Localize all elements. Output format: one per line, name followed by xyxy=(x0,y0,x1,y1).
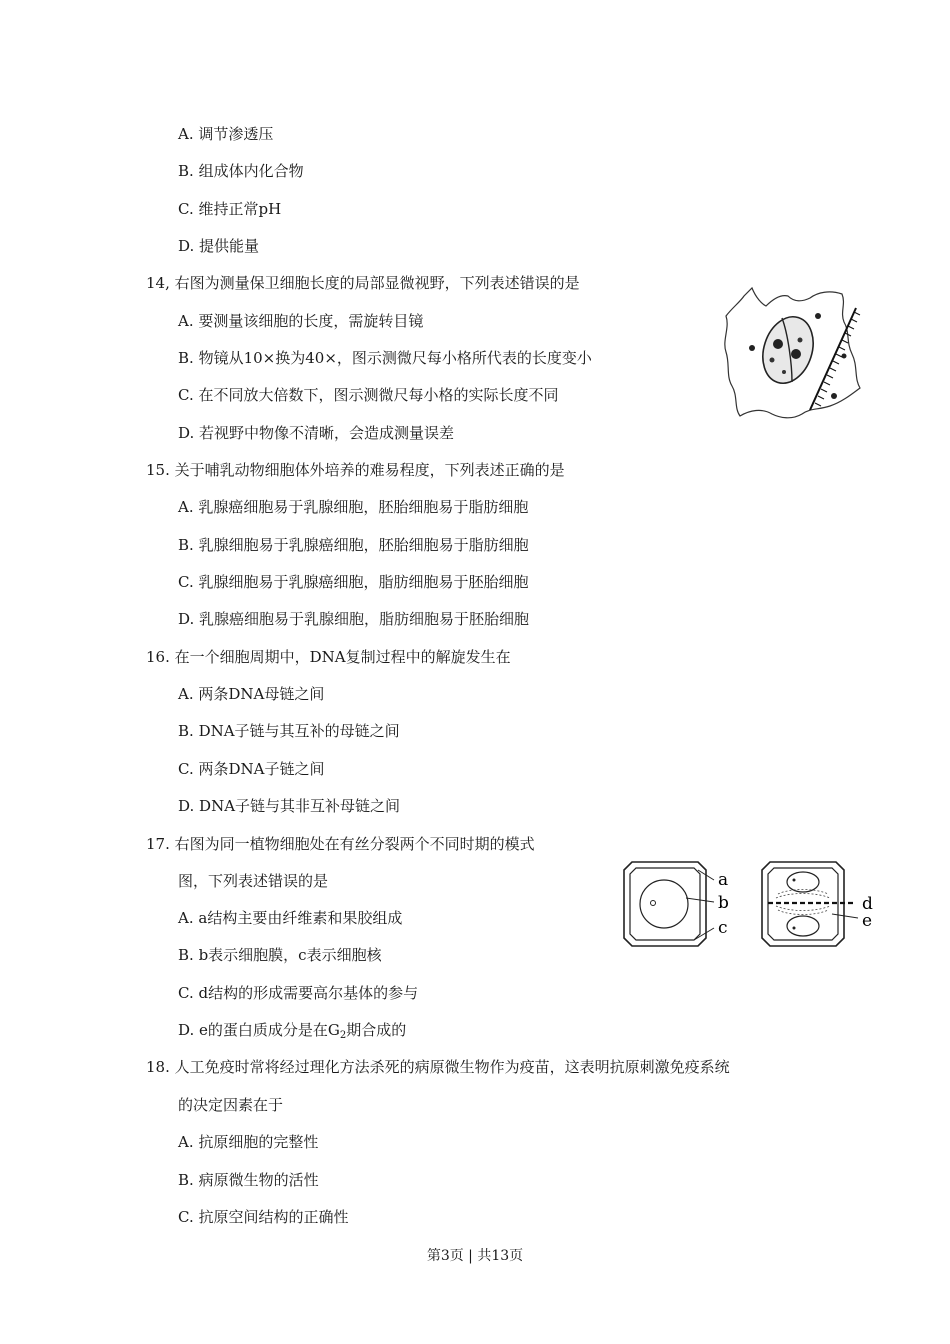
question-14-stem: 14, 右图为测量保卫细胞长度的局部显微视野，下列表述错误的是 xyxy=(146,274,580,292)
leader-line-c xyxy=(694,928,714,940)
q17-option-c: C. d结构的形成需要高尔基体的参与 xyxy=(178,984,419,1002)
q18-option-b: B. 病原微生物的活性 xyxy=(178,1171,319,1189)
nucleolus xyxy=(651,901,656,906)
cell-interphase xyxy=(624,862,729,946)
q16-option-d: D. DNA子链与其非互补母链之间 xyxy=(178,797,401,815)
chloroplast xyxy=(770,358,775,363)
chloroplast xyxy=(798,338,803,343)
guard-cell-pair xyxy=(755,310,822,390)
q14-option-a: A. 要测量该细胞的长度，需旋转目镜 xyxy=(178,312,424,330)
question-15-stem: 15. 关于哺乳动物细胞体外培养的难易程度，下列表述正确的是 xyxy=(146,461,565,479)
q17-option-d: D. e的蛋白质成分是在$G_2$期合成的 xyxy=(178,1021,407,1041)
label-d: d xyxy=(862,894,873,914)
q15-option-b: B. 乳腺细胞易于乳腺癌细胞，胚胎细胞易于脂肪细胞 xyxy=(178,536,529,554)
daughter-nucleus-bottom xyxy=(787,916,819,936)
nucleolus xyxy=(793,879,796,882)
page-footer: 第3页 | 共13页 xyxy=(426,1248,524,1264)
nucleus xyxy=(640,880,688,928)
guard-cell-micrometer-figure xyxy=(722,284,864,424)
q16-option-b: B. DNA子链与其互补的母链之间 xyxy=(178,722,400,740)
particle xyxy=(815,313,821,319)
label-c: c xyxy=(718,918,728,938)
q15-option-a: A. 乳腺癌细胞易于乳腺细胞，胚胎细胞易于脂肪细胞 xyxy=(178,498,529,516)
q14-option-b: B. 物镜从10×换为40×，图示测微尺每小格所代表的长度变小 xyxy=(178,349,592,367)
mitosis-cells-figure xyxy=(618,858,880,954)
q16-option-c: C. 两条DNA子链之间 xyxy=(178,760,325,778)
q17-option-a: A. a结构主要由纤维素和果胶组成 xyxy=(178,909,403,927)
option-a: A. 调节渗透压 xyxy=(178,125,274,143)
question-17-stem: 17. 右图为同一植物细胞处在有丝分裂两个不同时期的模式 xyxy=(146,835,535,853)
nucleus-right xyxy=(791,349,801,359)
question-18-stem-continued: 的决定因素在于 xyxy=(178,1096,284,1114)
question-17-stem-continued: 图，下列表述错误的是 xyxy=(178,872,329,890)
q15-option-c: C. 乳腺细胞易于乳腺癌细胞，脂肪细胞易于胚胎细胞 xyxy=(178,573,529,591)
cell-wall-outer xyxy=(624,862,706,946)
label-e: e xyxy=(862,911,873,931)
question-18-stem: 18. 人工免疫时常将经过理化方法杀死的病原微生物作为疫苗，这表明抗原刺激免疫系统 xyxy=(146,1058,730,1076)
option-b: B. 组成体内化合物 xyxy=(178,162,304,180)
leader-line-e xyxy=(832,914,858,918)
daughter-nucleus-top xyxy=(787,872,819,892)
particle xyxy=(842,354,847,359)
label-a: a xyxy=(718,870,729,890)
cell-telophase xyxy=(762,862,873,946)
option-c: C. 维持正常pH xyxy=(178,200,282,218)
particle xyxy=(749,345,755,351)
q17-option-b: B. b表示细胞膜，c表示细胞核 xyxy=(178,946,382,964)
option-d: D. 提供能量 xyxy=(178,237,260,255)
particle xyxy=(831,393,837,399)
nucleus-left xyxy=(773,339,783,349)
q14-option-d: D. 若视野中物像不清晰，会造成测量误差 xyxy=(178,424,455,442)
nucleolus xyxy=(793,927,796,930)
q14-option-c: C. 在不同放大倍数下，图示测微尺每小格的实际长度不同 xyxy=(178,386,559,404)
label-b: b xyxy=(718,893,729,913)
q18-option-c: C. 抗原空间结构的正确性 xyxy=(178,1208,349,1226)
q18-option-a: A. 抗原细胞的完整性 xyxy=(178,1133,319,1151)
chloroplast xyxy=(782,370,786,374)
question-16-stem: 16. 在一个细胞周期中，DNA复制过程中的解旋发生在 xyxy=(146,648,511,666)
q15-option-d: D. 乳腺癌细胞易于乳腺细胞，脂肪细胞易于胚胎细胞 xyxy=(178,610,530,628)
q16-option-a: A. 两条DNA母链之间 xyxy=(178,685,325,703)
